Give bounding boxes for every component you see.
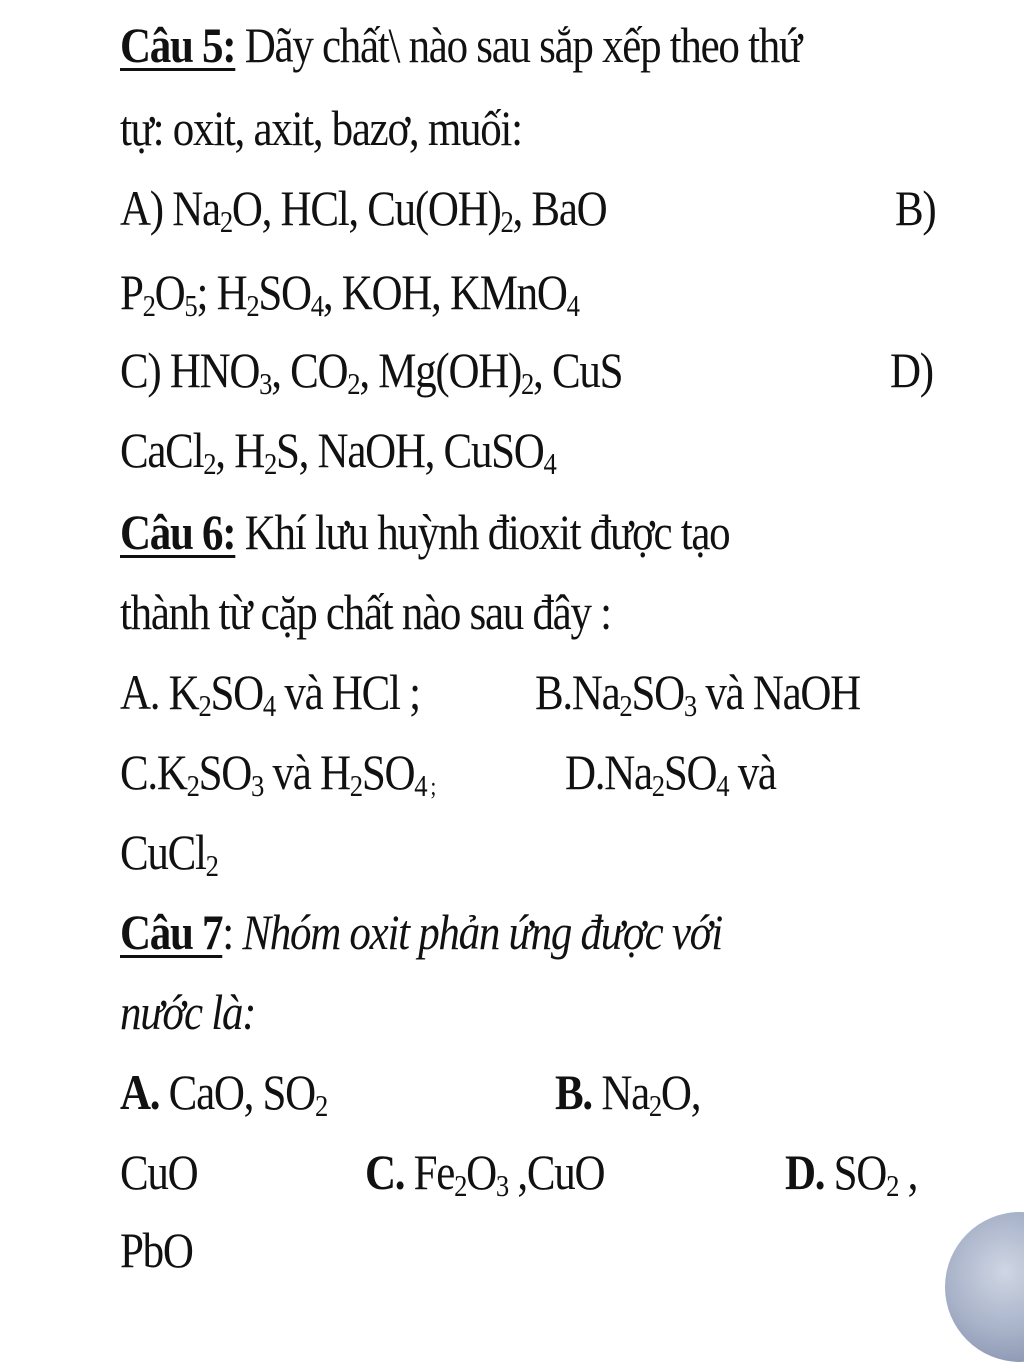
q7-b-text-2: CuO xyxy=(120,1144,198,1200)
q6-option-c xyxy=(120,732,435,812)
q7-stem-text-1: Nhóm oxit phản ứng được với xyxy=(242,904,722,960)
q6-b-text: $B.Na_2SO_3$ và NaOH xyxy=(535,664,860,723)
q7-option-b xyxy=(555,1052,700,1132)
q5-stem-text-1: Dãy chất\ nào sau sắp xếp theo thứ xyxy=(244,17,801,73)
q6-option-b xyxy=(535,652,860,732)
q7-option-d xyxy=(785,1132,917,1212)
q5-b-label-line xyxy=(895,168,935,248)
q6-stem-line2 xyxy=(120,572,611,652)
q7-a-text: CaO, $SO_2$ xyxy=(168,1064,327,1123)
q7-c-label: C. xyxy=(365,1144,405,1200)
q5-d-label-line xyxy=(890,330,933,410)
q5-a-formula: $Na_2O$, HCl, $Cu(OH)_2$, BaO xyxy=(172,180,607,239)
q5-option-d xyxy=(120,410,556,490)
q5-c-label: C) xyxy=(120,342,161,398)
q5-d-formula: CaCl$_2$, $H_2S$, NaOH, CuSO$_4$ xyxy=(120,422,556,481)
q7-d-label: D. xyxy=(785,1144,825,1200)
q7-option-c xyxy=(365,1132,604,1212)
q6-option-a xyxy=(120,652,420,732)
q7-b-label: B. xyxy=(555,1064,592,1120)
q7-stem-text-2: nước là: xyxy=(120,984,256,1040)
q7-colon: : xyxy=(222,904,233,960)
q5-b-formula: $P_2O_5$; $H_2SO_4$, KOH, KMnO$_4$ xyxy=(120,264,579,323)
q6-option-d-cont xyxy=(120,812,218,892)
q6-stem-text-1: Khí lưu huỳnh đioxit được tạo xyxy=(244,504,730,560)
q5-stem-line1 xyxy=(120,5,801,85)
q7-b-text: $Na_2O$, xyxy=(601,1064,701,1123)
q5-option-c xyxy=(120,330,622,410)
q6-stem-line1 xyxy=(120,492,729,572)
q7-option-a xyxy=(120,1052,327,1132)
q5-label: Câu 5: xyxy=(120,17,236,73)
q7-d-text-2: PbO xyxy=(120,1222,193,1278)
q7-c-text: $Fe_2O_3$ ,CuO xyxy=(413,1144,605,1203)
q5-option-a xyxy=(120,168,606,248)
q5-b-label: B) xyxy=(895,180,936,236)
q6-c-text: $C.K_2SO_3$ và $H_2SO_4$ $_;$ xyxy=(120,744,436,803)
q7-a-label: A. xyxy=(120,1064,160,1120)
q5-c-formula: $HNO_3$, $CO_2$, $Mg(OH)_2$, CuS xyxy=(169,342,623,401)
q6-d-text-2: CuCl$_2$ xyxy=(120,824,218,883)
q5-d-label: D) xyxy=(890,342,933,398)
q6-d-text: $D.Na_2SO_4$ và xyxy=(565,744,776,803)
q7-option-b-cont xyxy=(120,1132,197,1212)
q5-stem-text-2: tự: oxit, axit, bazơ, muối: xyxy=(120,100,522,156)
q6-option-d xyxy=(565,732,776,812)
q5-a-label: A) xyxy=(120,180,163,236)
q6-label: Câu 6: xyxy=(120,504,236,560)
q5-stem-line2 xyxy=(120,88,522,168)
q7-option-d-cont xyxy=(120,1210,193,1290)
q6-a-text: A. $K_2SO_4$ và HCl ; xyxy=(120,664,420,723)
q7-stem-line2 xyxy=(120,972,255,1052)
corner-blur-shape xyxy=(945,1212,1024,1362)
q7-label: Câu 7 xyxy=(120,904,223,960)
q7-stem-line1 xyxy=(120,892,722,972)
q7-d-text: $SO_2$ , xyxy=(833,1144,918,1203)
q6-stem-text-2: thành từ cặp chất nào sau đây : xyxy=(120,584,611,640)
q5-option-b xyxy=(120,252,579,332)
